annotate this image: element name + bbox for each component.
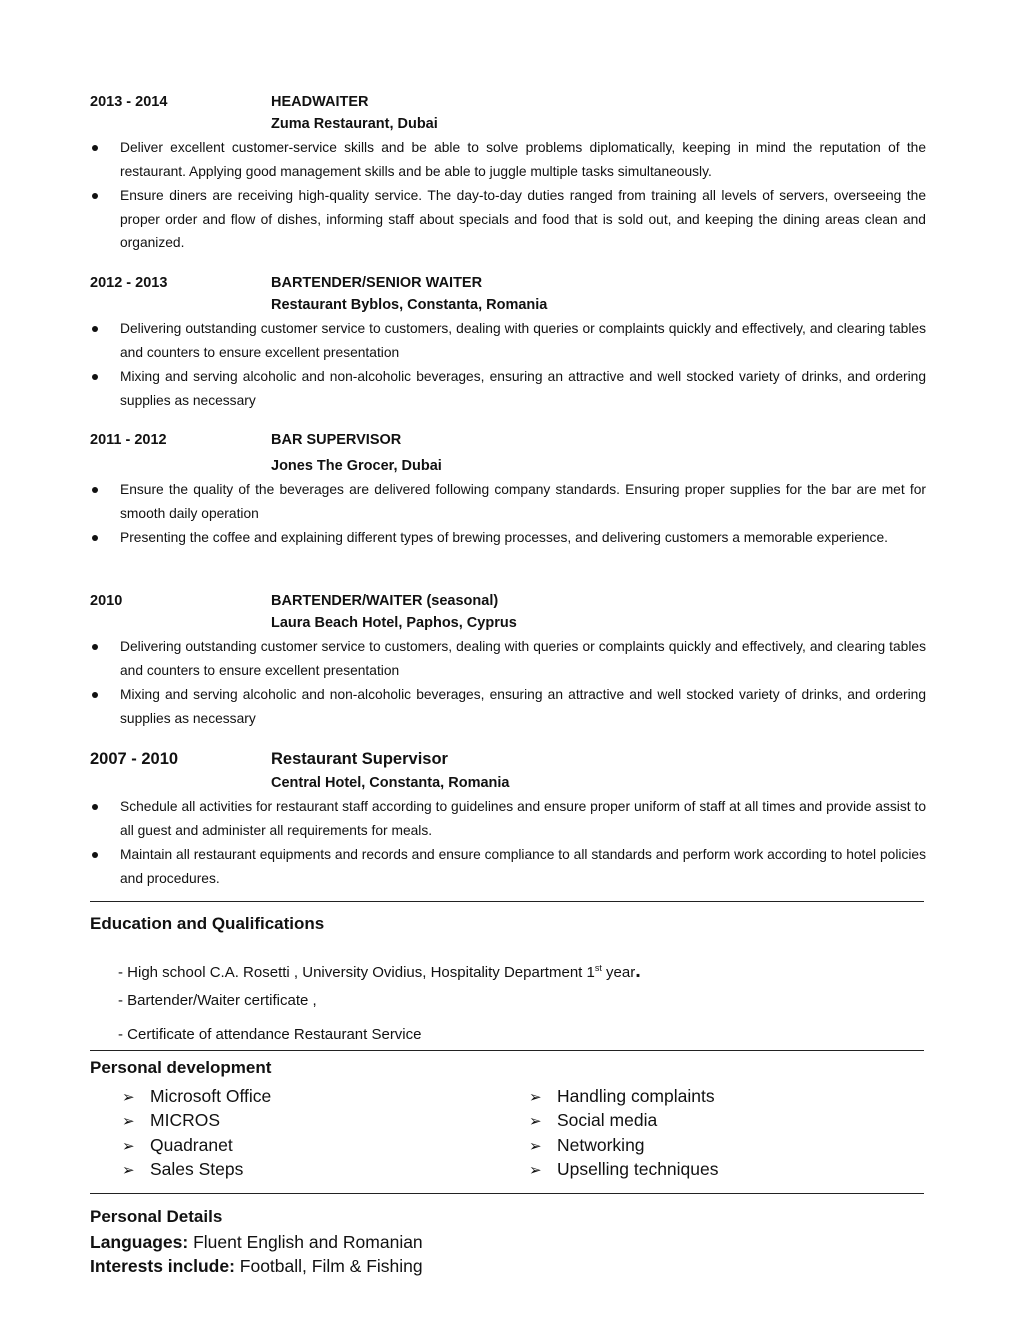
- job-entry-headwaiter: [90, 91, 926, 256]
- skill-label: Microsoft Office: [150, 1086, 272, 1106]
- duty-item: Presenting the coffee and explaining different types of brewing processes, and delivering customers a memorable experience.: [90, 526, 926, 550]
- education-item: - Bartender/Waiter certificate ,: [118, 992, 317, 1009]
- duty-item: Mixing and serving alcoholic and non-alcoholic beverages, ensuring an attractive and well stocked variety of drinks, and ordering supplies as necessary: [90, 683, 926, 730]
- job-duties-list: [90, 136, 926, 255]
- section-divider: [90, 901, 924, 902]
- section-divider: [90, 1050, 924, 1051]
- education-item: - Certificate of attendance Restaurant Service: [118, 1026, 422, 1043]
- education-text-end: year: [601, 964, 636, 981]
- skill-label: Sales Steps: [150, 1159, 244, 1179]
- job-date: 2010: [90, 593, 123, 609]
- arrow-bullet-icon: ➢: [529, 1138, 542, 1155]
- arrow-bullet-icon: ➢: [122, 1089, 135, 1106]
- arrow-bullet-icon: ➢: [529, 1089, 542, 1106]
- skill-item: [122, 1108, 220, 1134]
- job-title: BARTENDER/SENIOR WAITER: [271, 275, 483, 291]
- skill-item: [529, 1157, 719, 1183]
- duty-item: Maintain all restaurant equipments and records and ensure compliance to all standards and perform work according to hotel policies and procedures.: [90, 843, 926, 890]
- job-header: [90, 747, 926, 772]
- education-item: [118, 960, 641, 983]
- job-place: Jones The Grocer, Dubai: [271, 458, 442, 474]
- job-entry-bar-supervisor: [90, 429, 926, 551]
- job-place: Central Hotel, Constanta, Romania: [271, 775, 510, 791]
- duty-item: Mixing and serving alcoholic and non-alcoholic beverages, ensuring an attractive and well stocked variety of drinks, and ordering supplies as necessary: [90, 365, 926, 412]
- ordinal-suffix: st: [594, 963, 602, 973]
- duty-item: Ensure diners are receiving high-quality service. The day-to-day duties ranged from training all levels of servers, overseeing the proper order and flow of dishes, informing staff about specials and food that is sold out, and keeping the dining areas clean and organized.: [90, 184, 926, 255]
- job-title: HEADWAITER: [271, 94, 369, 110]
- skill-label: Handling complaints: [557, 1086, 715, 1106]
- job-entry-restaurant-supervisor: [90, 747, 926, 891]
- personal-development-title: Personal development: [90, 1058, 272, 1077]
- arrow-bullet-icon: ➢: [529, 1162, 542, 1179]
- job-place: Zuma Restaurant, Dubai: [271, 116, 438, 132]
- job-place: Restaurant Byblos, Constanta, Romania: [271, 297, 548, 313]
- languages-label: Languages:: [90, 1232, 189, 1252]
- duty-item: Delivering outstanding customer service to customers, dealing with queries or complaints quickly and effectively, and clearing tables and counters to ensure excellent presentation: [90, 317, 926, 364]
- job-date: 2012 - 2013: [90, 275, 168, 291]
- job-entry-bartender-waiter-seasonal: [90, 590, 926, 731]
- job-duties-list: [90, 795, 926, 890]
- job-title: BARTENDER/WAITER (seasonal): [271, 593, 499, 609]
- education-title: Education and Qualifications: [90, 914, 325, 933]
- arrow-bullet-icon: ➢: [529, 1113, 542, 1130]
- job-header: [90, 429, 926, 455]
- skill-label: Upselling techniques: [557, 1159, 719, 1179]
- skill-item: [122, 1157, 243, 1183]
- duty-item: Delivering outstanding customer service to customers, dealing with queries or complaints quickly and effectively, and clearing tables and counters to ensure excellent presentation: [90, 635, 926, 682]
- arrow-bullet-icon: ➢: [122, 1162, 135, 1179]
- languages-line: [90, 1232, 423, 1253]
- job-date: 2007 - 2010: [90, 750, 179, 768]
- interests-label: Interests include:: [90, 1256, 235, 1276]
- skill-item: [529, 1084, 715, 1110]
- skill-item: [529, 1108, 657, 1134]
- job-duties-list: [90, 478, 926, 550]
- job-date: 2013 - 2014: [90, 94, 168, 110]
- skill-label: MICROS: [150, 1110, 220, 1130]
- duty-item: Deliver excellent customer-service skills and be able to solve problems diplomatically, keeping in mind the reputation of the restaurant. Applying good management skills and be able to juggle multiple tasks simultaneously.: [90, 136, 926, 183]
- job-header: [90, 272, 926, 294]
- languages-value: Fluent English and Romanian: [188, 1232, 423, 1252]
- skill-label: Social media: [557, 1110, 658, 1130]
- arrow-bullet-icon: ➢: [122, 1113, 135, 1130]
- skill-item: [122, 1133, 233, 1159]
- job-duties-list: [90, 635, 926, 730]
- skill-item: [529, 1133, 645, 1159]
- education-text: - High school C.A. Rosetti , University Ovidius, Hospitality Department 1: [118, 964, 595, 981]
- job-header: [90, 91, 926, 113]
- interests-value: Football, Film & Fishing: [234, 1256, 423, 1276]
- job-date: 2011 - 2012: [90, 432, 167, 448]
- interests-line: [90, 1256, 423, 1277]
- job-place: Laura Beach Hotel, Paphos, Cyprus: [271, 615, 517, 631]
- job-title: Restaurant Supervisor: [271, 750, 448, 768]
- duty-item: Ensure the quality of the beverages are delivered following company standards. Ensuring proper supplies for the bar are met for smooth daily operation: [90, 478, 926, 525]
- job-header: [90, 590, 926, 612]
- personal-details-title: Personal Details: [90, 1207, 223, 1226]
- job-title: BAR SUPERVISOR: [271, 432, 402, 448]
- skill-item: [122, 1084, 271, 1110]
- skill-label: Quadranet: [150, 1135, 233, 1155]
- job-entry-bartender-senior-waiter: [90, 272, 926, 413]
- section-divider: [90, 1193, 924, 1194]
- skill-label: Networking: [557, 1135, 645, 1155]
- arrow-bullet-icon: ➢: [122, 1138, 135, 1155]
- job-duties-list: [90, 317, 926, 412]
- duty-item: Schedule all activities for restaurant staff according to guidelines and ensure proper uniform of staff at all times and provide assist to all guest and administer all requirements for meals.: [90, 795, 926, 842]
- education-period: .: [635, 960, 641, 982]
